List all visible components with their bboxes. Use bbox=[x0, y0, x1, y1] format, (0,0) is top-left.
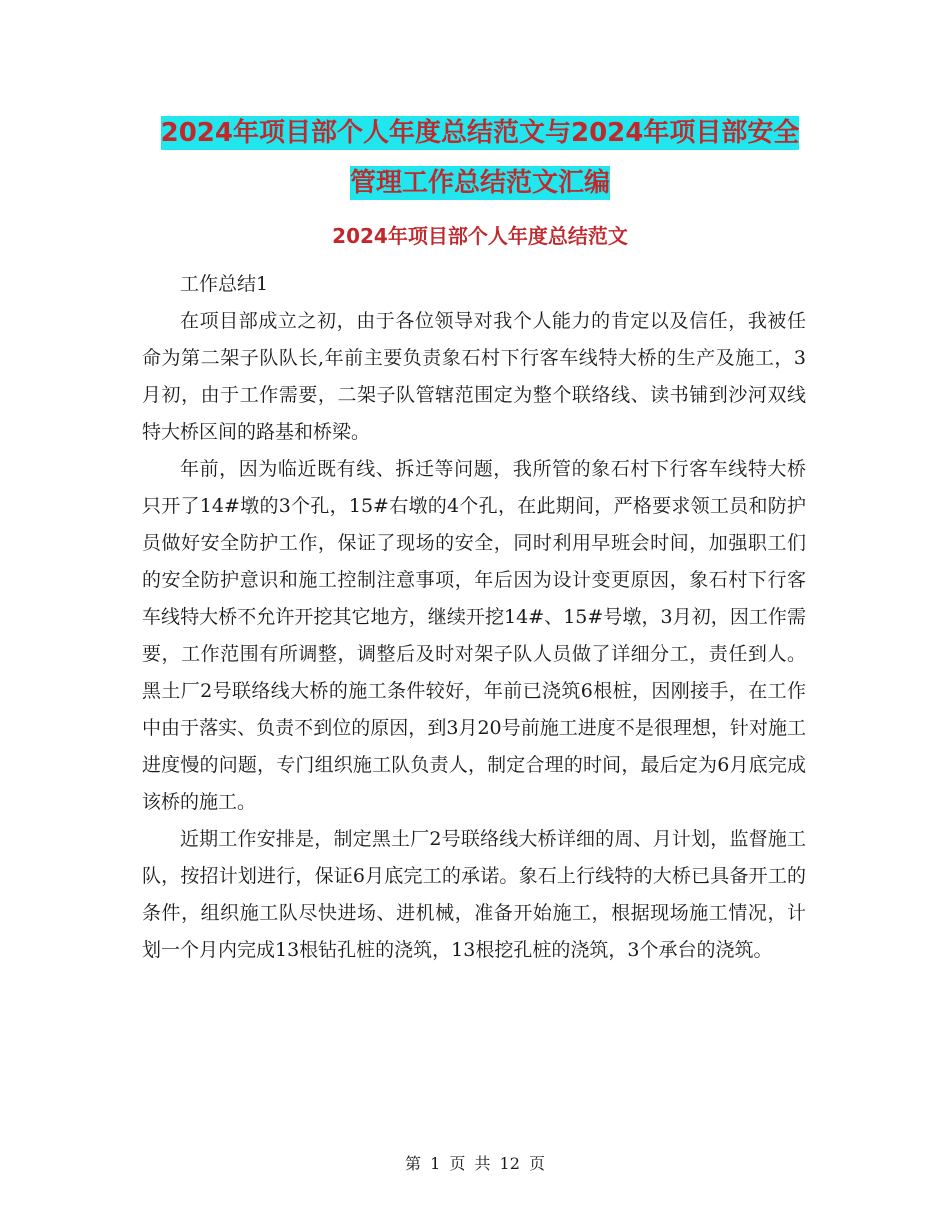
page-footer: 第 1 页 共 12 页 bbox=[405, 1154, 545, 1173]
document-title-line1: 2024年项目部个人年度总结范文与2024年项目部安全 bbox=[160, 118, 800, 148]
section-title: 2024年项目部个人年度总结范文 bbox=[332, 224, 628, 248]
subheading: 工作总结1 bbox=[180, 273, 269, 295]
document-title bbox=[140, 108, 820, 208]
paragraph-1: 在项目部成立之初，由于各位领导对我个人能力的肯定以及信任，我被任命为第二架子队队长,年前主要负责象石村下行客车线特大桥的生产及施工，3月初，由于工作需要，二架子队管辖范围定为整个联络线、读书铺到沙河双线特大桥区间的路基和桥梁。 bbox=[142, 310, 806, 443]
document-title-line2: 管理工作总结范文汇编 bbox=[349, 168, 610, 198]
paragraph-2: 年前，因为临近既有线、拆迁等问题，我所管的象石村下行客车线特大桥只开了14#墩的3个孔，15#右墩的4个孔，在此期间，严格要求领工员和防护员做好安全防护工作，保证了现场的安全，同时利用早班会时间，加强职工们的安全防护意识和施工控制注意事项，年后因为设计变更原因，象石村下行客车线特大桥不允许开挖其它地方，继续开挖14#、15#号墩，3月初，因工作需要，工作范围有所调整，调整后及时对架子队人员做了详细分工，责任到人。黑土厂2号联络线大桥的施工条件较好，年前已浇筑6根桩，因刚接手，在工作中由于落实、负责不到位的原因，到3月20号前施工进度不是很理想，针对施工进度慢的问题，专门组织施工队负责人，制定合理的时间，最后定为6月底完成该桥的施工。 bbox=[142, 458, 806, 813]
document-body bbox=[142, 266, 806, 969]
paragraph-3: 近期工作安排是，制定黑土厂2号联络线大桥详细的周、月计划，监督施工队，按招计划进行，保证6月底完工的承诺。象石上行线特的大桥已具备开工的条件，组织施工队尽快进场、进机械，准备开始施工，根据现场施工情况，计划一个月内完成13根钻孔桩的浇筑，13根挖孔桩的浇筑，3个承台的浇筑。 bbox=[142, 828, 806, 961]
